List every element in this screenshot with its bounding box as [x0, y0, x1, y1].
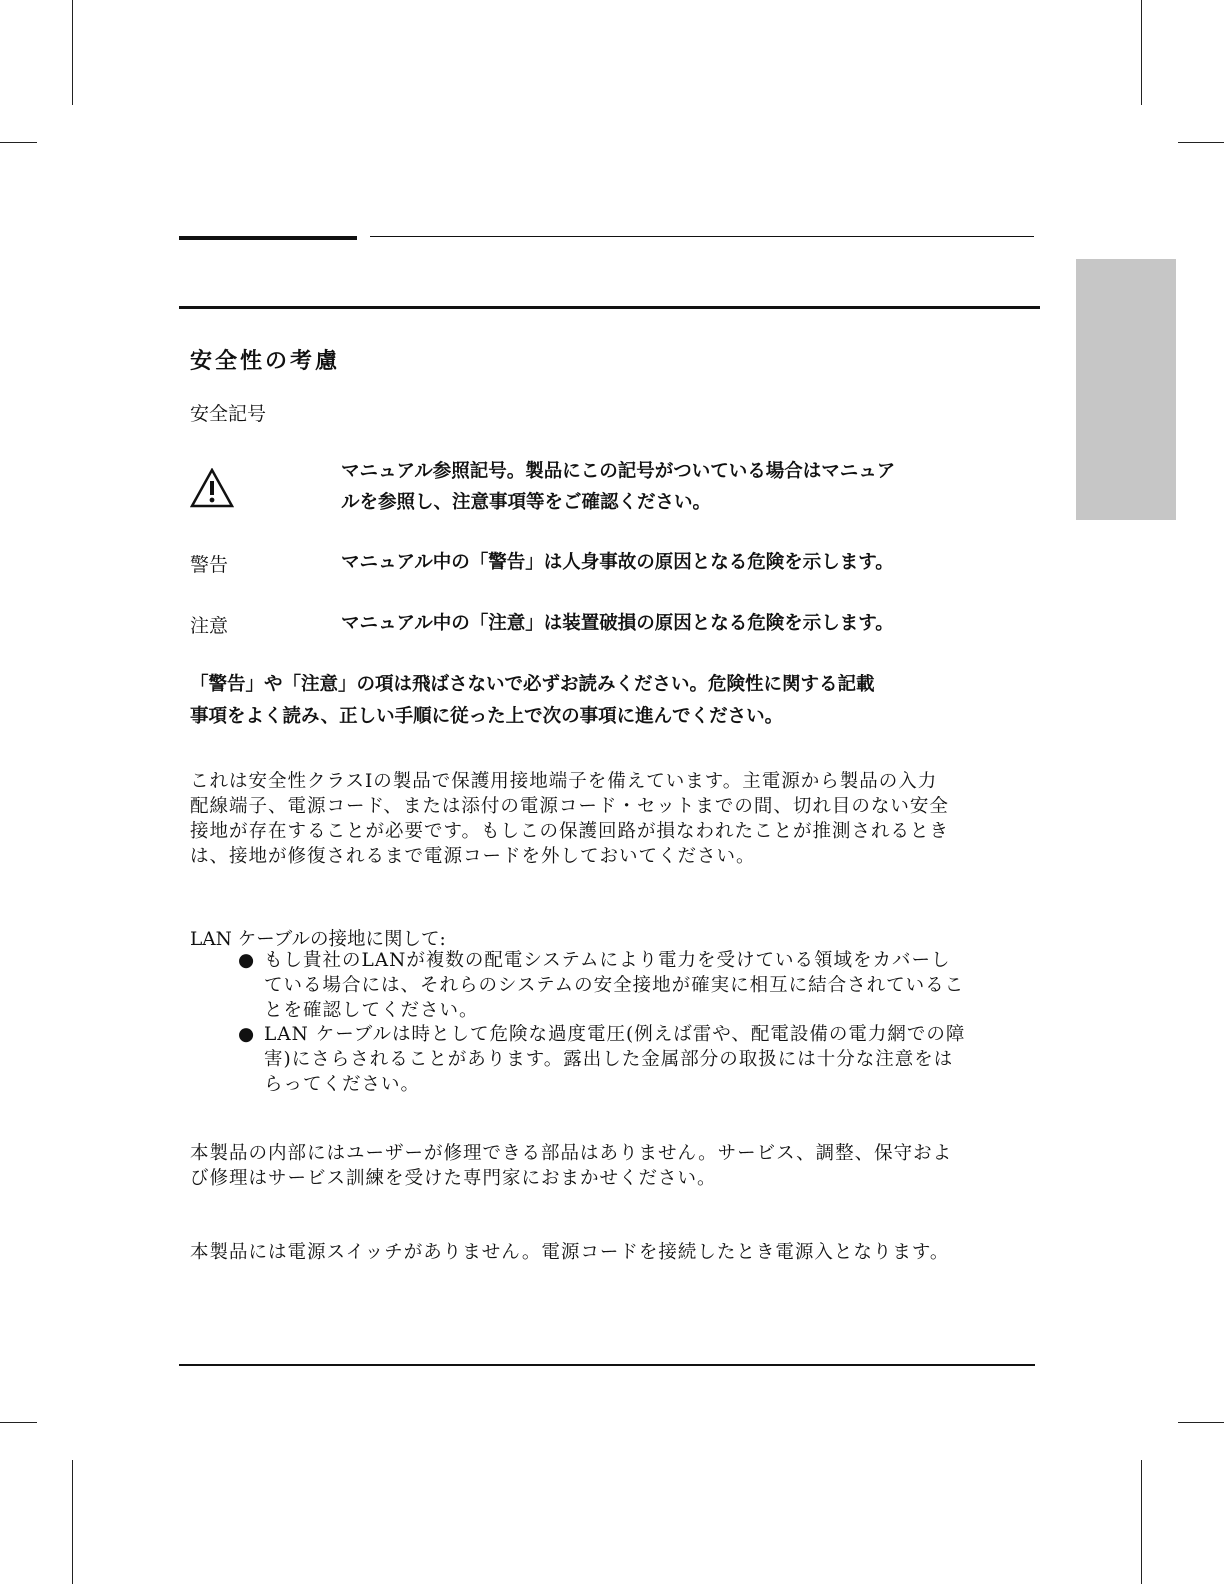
- grounding-line: は、接地が修復されるまで電源コードを外しておいてください。: [190, 846, 756, 867]
- lan-section-title: LAN ケーブルの接地に関して:: [190, 929, 446, 950]
- crop-mark-bottom-right-horizontal: [1178, 1422, 1224, 1423]
- service-paragraph: [190, 1141, 952, 1191]
- lan-bullet-line: 害)にさらされることがあります。露出した金属部分の取扱には十分な注意をは: [264, 1049, 954, 1070]
- service-line: び修理はサービス訓練を受けた専門家におまかせください。: [190, 1168, 717, 1189]
- warning-description-line: マニュアル中の「警告」は人身事故の原因となる危険を示します。: [341, 552, 894, 573]
- page-heading: 安全性の考慮: [190, 348, 341, 374]
- warning-triangle-icon: [190, 468, 234, 508]
- notice-line: 事項をよく読み、正しい手順に従った上で次の事項に進んでください。: [190, 706, 784, 727]
- warning-description: [341, 547, 894, 578]
- header-rule-thin: [370, 236, 1034, 237]
- crop-mark-top-left-vertical: [72, 0, 73, 105]
- lan-bullet-line: LAN ケーブルは時として危険な過度電圧(例えば雷や、配電設備の電力網での障: [264, 1024, 966, 1045]
- crop-mark-bottom-left-horizontal: [0, 1422, 37, 1423]
- header-rule-thick-short: [179, 236, 357, 240]
- notice-line: 「警告」や「注意」の項は飛ばさないで必ずお読みください。危険性に関する記載: [190, 674, 875, 695]
- power-line: 本製品には電源スイッチがありません。電源コードを接続したとき電源入となります。: [190, 1242, 950, 1263]
- manual-symbol-description: [341, 456, 895, 518]
- bullet-dot-icon: ●: [238, 1024, 256, 1045]
- grounding-line: これは安全性クラスIの製品で保護用接地端子を備えています。主電源から製品の入力: [190, 771, 938, 792]
- lan-bullet-line: ている場合には、それらのシステムの安全接地が確実に相互に結合されているこ: [264, 975, 965, 996]
- section-rule-thick: [179, 306, 1040, 309]
- caution-description: [341, 608, 894, 639]
- section-subheading: 安全記号: [190, 403, 267, 425]
- crop-mark-bottom-left-vertical: [72, 1460, 73, 1584]
- grounding-line: 配線端子、電源コード、または添付の電源コード・セットまでの間、切れ目のない安全: [190, 796, 949, 817]
- lan-bullet-line: とを確認してください。: [264, 1000, 479, 1021]
- crop-mark-top-left-horizontal: [0, 142, 37, 143]
- crop-mark-top-right-horizontal: [1178, 142, 1224, 143]
- warning-label: 警告: [190, 554, 229, 576]
- footer-rule: [179, 1364, 1035, 1366]
- thumb-index-tab: [1076, 259, 1176, 520]
- caution-description-line: マニュアル中の「注意」は装置破損の原因となる危険を示します。: [341, 613, 894, 634]
- bullet-dot-icon: ●: [238, 950, 256, 971]
- lan-bullet-line: もし貴社のLANが複数の配電システムにより電力を受けている領域をカバーし: [264, 950, 951, 971]
- grounding-paragraph: [190, 769, 949, 869]
- grounding-line: 接地が存在することが必要です。もしこの保護回路が損なわれたことが推測されるとき: [190, 821, 950, 842]
- caution-label: 注意: [190, 615, 229, 637]
- service-line: 本製品の内部にはユーザーが修理できる部品はありません。サービス、調整、保守およ: [190, 1143, 953, 1164]
- notice-paragraph: [190, 669, 875, 733]
- manual-symbol-line: ルを参照し、注意事項等をご確認ください。: [341, 492, 712, 513]
- crop-mark-bottom-right-vertical: [1141, 1460, 1142, 1584]
- crop-mark-top-right-vertical: [1141, 0, 1142, 105]
- manual-symbol-line: マニュアル参照記号。製品にこの記号がついている場合はマニュア: [341, 461, 896, 482]
- lan-bullet-line: らってください。: [264, 1074, 421, 1095]
- power-paragraph: [190, 1240, 949, 1265]
